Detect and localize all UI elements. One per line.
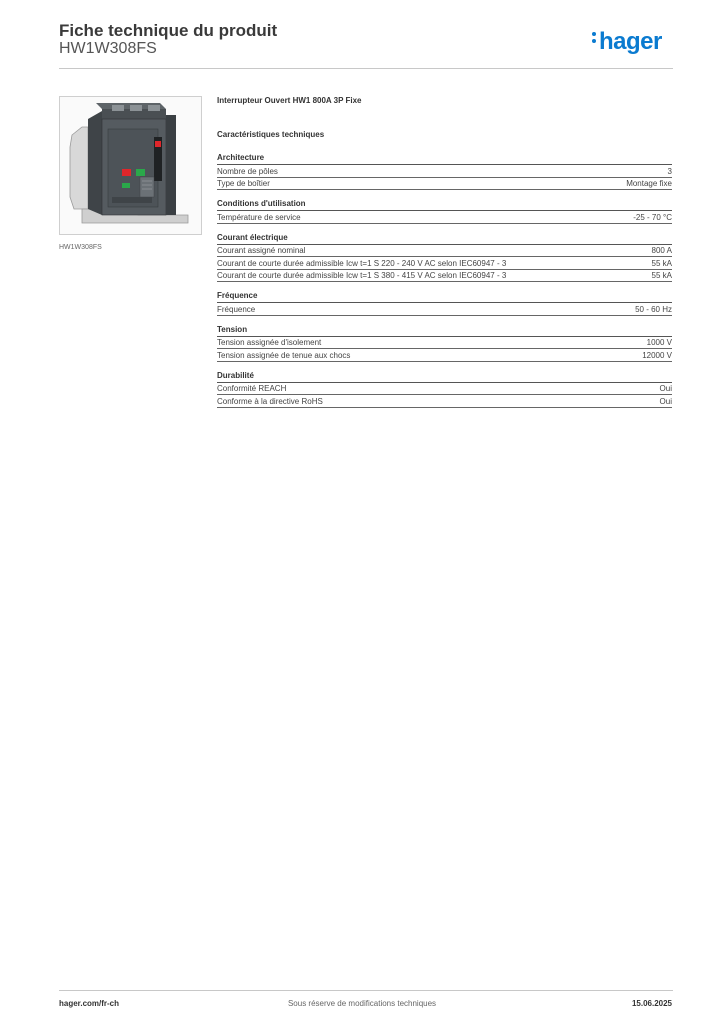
spec-row (217, 211, 672, 224)
spec-section (217, 370, 672, 408)
spec-label: Température de service (217, 212, 301, 222)
characteristics-title: Caractéristiques techniques (217, 130, 325, 139)
header-divider (59, 68, 673, 69)
spec-value: -25 - 70 °C (633, 212, 672, 222)
circuit-breaker-illustration (60, 97, 201, 234)
spec-row (217, 349, 672, 362)
footer-website[interactable]: hager.com/fr-ch (59, 999, 120, 1008)
product-details (217, 96, 672, 408)
spec-label: Fréquence (217, 304, 256, 314)
product-image (59, 96, 202, 235)
footer-divider (59, 990, 673, 991)
spec-label: Conforme à la directive RoHS (217, 396, 323, 406)
spec-value: 50 - 60 Hz (635, 304, 672, 314)
product-code: HW1W308FS (59, 40, 157, 57)
footer-disclaimer: Sous réserve de modifications techniques (287, 999, 437, 1008)
spec-row (217, 245, 672, 258)
spec-section (217, 324, 672, 362)
spec-value: Montage fixe (626, 179, 672, 188)
spec-row (217, 165, 672, 178)
spec-row (217, 303, 672, 316)
section-title: Tension (217, 324, 672, 337)
spec-label: Courant assigné nominal (217, 246, 306, 255)
spec-value: Oui (659, 384, 672, 393)
spec-row (217, 257, 672, 270)
spec-label: Conformité REACH (217, 384, 287, 393)
spec-section (217, 290, 672, 316)
spec-row (217, 270, 672, 283)
spec-label: Tension assignée de tenue aux chocs (217, 350, 351, 360)
spec-section (217, 198, 672, 224)
section-title: Courant électrique (217, 232, 672, 245)
spec-label: Courant de courte durée admissible Icw t=1 S 220 - 240 V AC selon IEC60947 - 3 (217, 258, 507, 268)
section-title: Architecture (217, 152, 672, 165)
logo-text: hager (599, 28, 662, 55)
section-title: Durabilité (217, 370, 672, 383)
section-title: Fréquence (217, 290, 672, 303)
footer-date: 15.06.2025 (631, 999, 672, 1008)
section-title: Conditions d'utilisation (217, 198, 672, 211)
page-title: Fiche technique du produit (59, 21, 278, 40)
spec-value: 800 A (651, 246, 672, 255)
spec-label: Courant de courte durée admissible Icw t=1 S 380 - 415 V AC selon IEC60947 - 3 (217, 271, 507, 280)
spec-row (217, 337, 672, 350)
product-name: Interrupteur Ouvert HW1 800A 3P Fixe (217, 96, 362, 105)
spec-value: Oui (659, 396, 672, 406)
spec-row (217, 383, 672, 396)
spec-label: Tension assignée d'isolement (217, 338, 322, 347)
image-caption: HW1W308FS (59, 244, 102, 251)
spec-value: 55 kA (651, 271, 672, 280)
logo-colon-icon (592, 29, 596, 46)
spec-section (217, 152, 672, 190)
characteristics-sections (217, 152, 672, 408)
spec-value: 1000 V (646, 338, 672, 347)
spec-section (217, 232, 672, 283)
spec-value: 3 (667, 166, 672, 176)
spec-row (217, 395, 672, 408)
spec-row (217, 178, 672, 191)
hager-logo (592, 28, 662, 56)
spec-label: Nombre de pôles (217, 166, 278, 176)
spec-label: Type de boîtier (217, 179, 270, 188)
spec-value: 12000 V (642, 350, 672, 360)
spec-value: 55 kA (651, 258, 672, 268)
